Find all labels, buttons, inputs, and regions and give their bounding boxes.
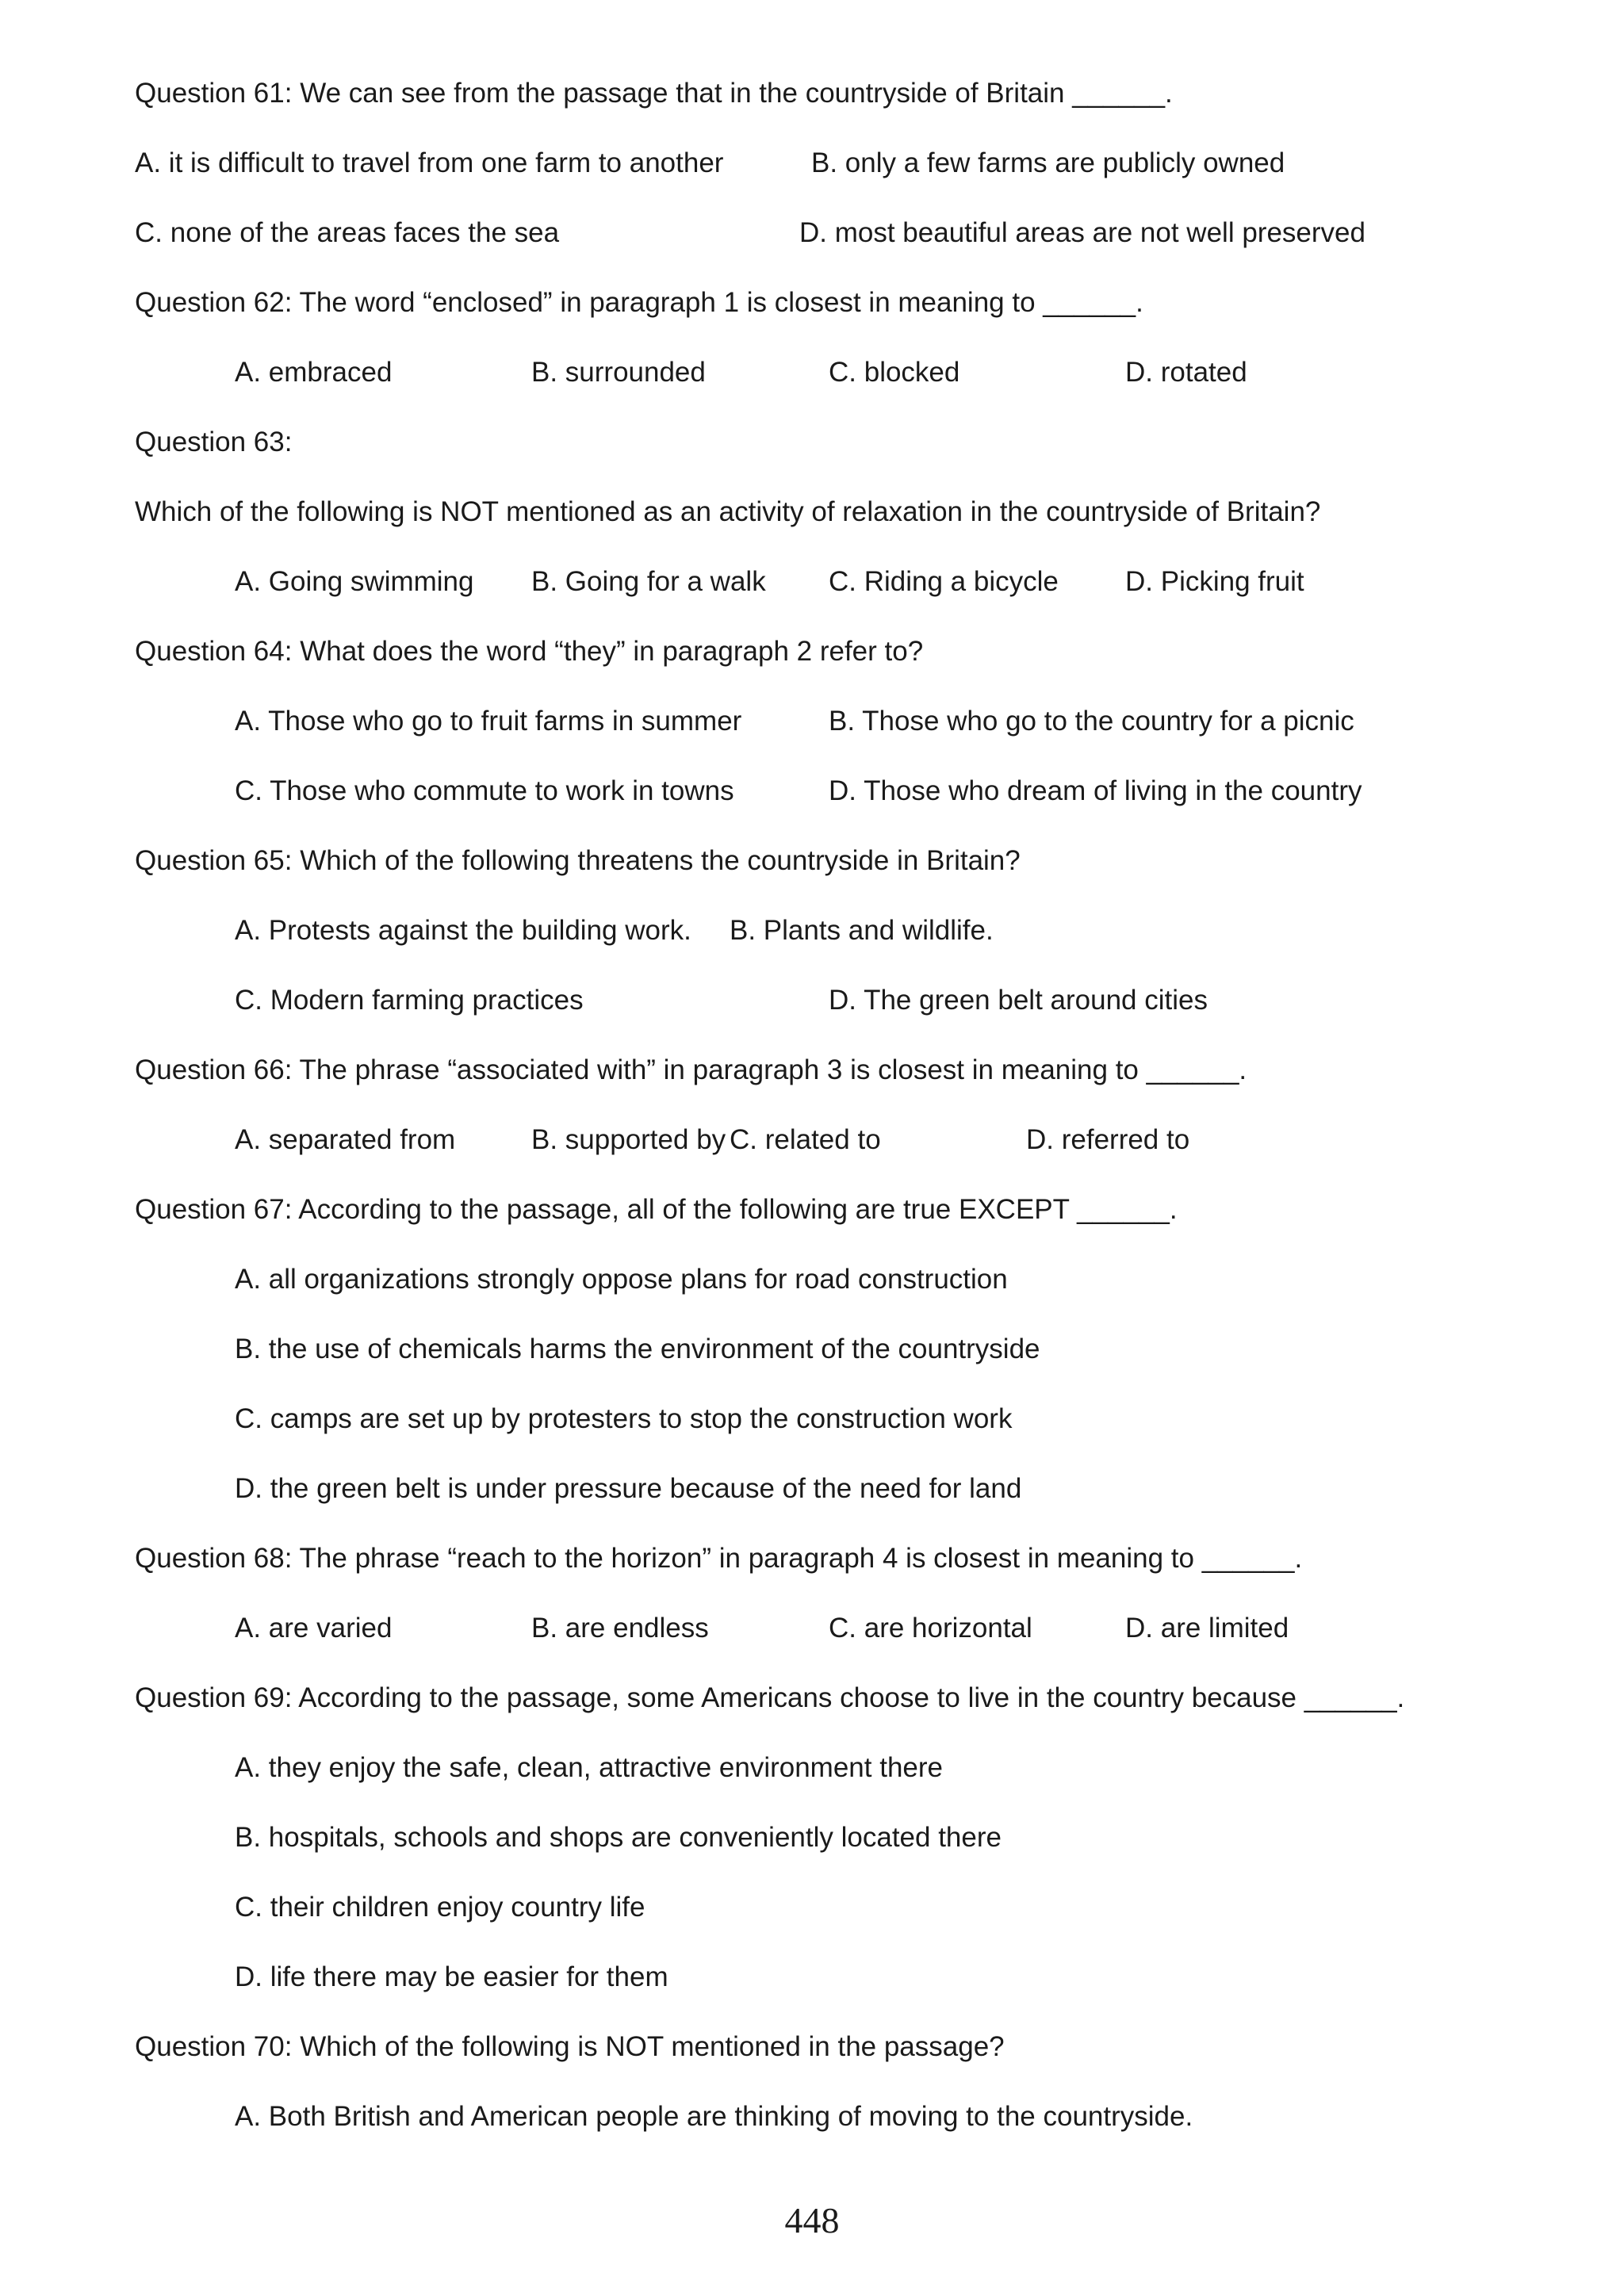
question-64-stem: Question 64: What does the word “they” in paragraph 2 refer to?: [135, 636, 924, 667]
question-66-option-a: A. separated from: [235, 1124, 456, 1155]
question-63-option-d: D. Picking fruit: [1125, 566, 1304, 597]
question-68-option-d: D. are limited: [1125, 1613, 1289, 1644]
question-63-stem: Question 63:: [135, 427, 293, 457]
question-64-option-c: C. Those who commute to work in towns: [235, 775, 734, 806]
question-61-option-b: B. only a few farms are publicly owned: [811, 147, 1285, 178]
question-67-option-d: D. the green belt is under pressure because of the need for land: [235, 1473, 1022, 1504]
question-66-option-d: D. referred to: [1026, 1124, 1190, 1155]
question-64-option-d: D. Those who dream of living in the country: [829, 775, 1362, 806]
question-69-option-d: D. life there may be easier for them: [235, 1961, 668, 1992]
question-69-stem: Question 69: According to the passage, some Americans choose to live in the country because ______.: [135, 1682, 1405, 1713]
question-62-stem: Question 62: The word “enclosed” in paragraph 1 is closest in meaning to ______.: [135, 287, 1143, 318]
question-65-stem: Question 65: Which of the following threatens the countryside in Britain?: [135, 845, 1021, 876]
question-65-option-a: A. Protests against the building work.: [235, 915, 691, 946]
question-70-option-a: A. Both British and American people are thinking of moving to the countryside.: [235, 2101, 1193, 2132]
question-62-option-b: B. surrounded: [531, 357, 706, 388]
question-67-stem: Question 67: According to the passage, all of the following are true EXCEPT ______.: [135, 1194, 1178, 1225]
question-66-option-c: C. related to: [730, 1124, 881, 1155]
question-67-option-c: C. camps are set up by protesters to stop the construction work: [235, 1403, 1013, 1434]
question-65-option-d: D. The green belt around cities: [829, 985, 1208, 1016]
question-69-option-a: A. they enjoy the safe, clean, attractive environment there: [235, 1752, 943, 1783]
question-62-option-c: C. blocked: [829, 357, 960, 388]
question-62-option-d: D. rotated: [1125, 357, 1247, 388]
question-68-option-a: A. are varied: [235, 1613, 393, 1644]
question-68-option-c: C. are horizontal: [829, 1613, 1032, 1644]
question-63-option-c: C. Riding a bicycle: [829, 566, 1059, 597]
question-63-option-b: B. Going for a walk: [531, 566, 766, 597]
question-68-option-b: B. are endless: [531, 1613, 709, 1644]
page-number: 448: [784, 2200, 840, 2241]
question-63-stem-text: Which of the following is NOT mentioned as an activity of relaxation in the countryside of Britain?: [135, 496, 1321, 527]
question-66-option-b: B. supported by: [531, 1124, 726, 1155]
question-67-option-a: A. all organizations strongly oppose plans for road construction: [235, 1264, 1008, 1295]
question-70-stem: Question 70: Which of the following is NOT mentioned in the passage?: [135, 2031, 1005, 2062]
question-68-stem: Question 68: The phrase “reach to the horizon” in paragraph 4 is closest in meaning to ______.: [135, 1543, 1303, 1574]
question-64-option-a: A. Those who go to fruit farms in summer: [235, 706, 742, 737]
question-62-option-a: A. embraced: [235, 357, 393, 388]
question-65-option-c: C. Modern farming practices: [235, 985, 584, 1016]
question-61-option-d: D. most beautiful areas are not well preserved: [799, 217, 1365, 248]
question-65-option-b: B. Plants and wildlife.: [730, 915, 994, 946]
question-61-option-c: C. none of the areas faces the sea: [135, 217, 560, 248]
question-66-stem: Question 66: The phrase “associated with” in paragraph 3 is closest in meaning to ______.: [135, 1054, 1247, 1085]
question-61-option-a: A. it is difficult to travel from one farm to another: [135, 147, 724, 178]
question-61-stem: Question 61: We can see from the passage that in the countryside of Britain ______.: [135, 78, 1173, 109]
question-63-option-a: A. Going swimming: [235, 566, 474, 597]
question-69-option-c: C. their children enjoy country life: [235, 1892, 645, 1923]
question-69-option-b: B. hospitals, schools and shops are conveniently located there: [235, 1822, 1002, 1853]
question-67-option-b: B. the use of chemicals harms the environment of the countryside: [235, 1334, 1040, 1364]
question-64-option-b: B. Those who go to the country for a picnic: [829, 706, 1354, 737]
